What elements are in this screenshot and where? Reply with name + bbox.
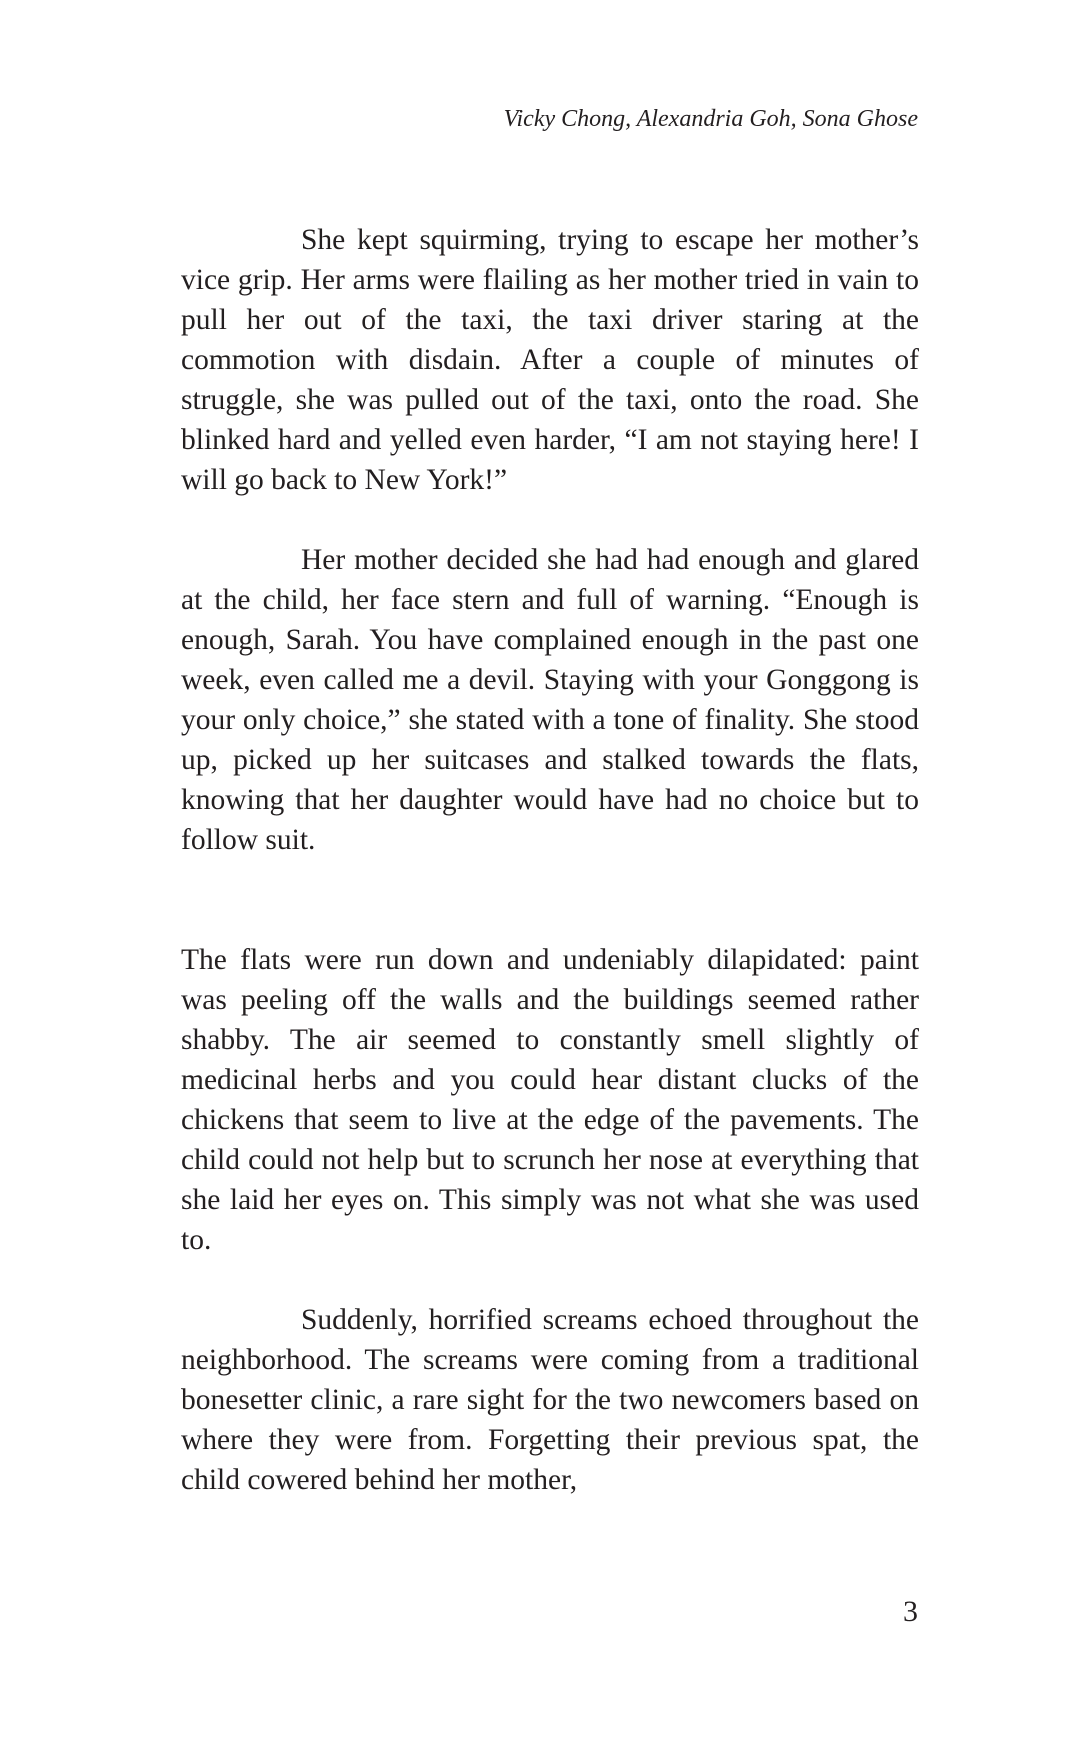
paragraph-4: Suddenly, horrified screams echoed throughout the neighborhood. The screams were coming from a traditional bonesetter clinic, a rare sight for the two newcomers based on where they were from. Forgetting their previous spat, the child cowered behind her mother, (181, 1304, 919, 1496)
running-header-authors: Vicky Chong, Alexandria Goh, Sona Ghose (503, 106, 918, 132)
page-number: 3 (903, 1595, 918, 1628)
paragraph-2: Her mother decided she had had enough and glared at the child, her face stern and full of warning. “Enough is enough, Sarah. You have complained enough in the past one week, even called me a devil. Staying with your Gonggong is your only choice,” she stated with a tone of finality. She stood up, picked up her suitcases and stalked towards the flats, knowing that her daughter would have had no choice but to follow suit. (181, 544, 919, 856)
paragraph-3: The flats were run down and undeniably dilapidated: paint was peeling off the walls and the buildings seemed rather shabby. The air seemed to constantly smell slightly of medicinal herbs and you could hear distant clucks of the chickens that seem to live at the edge of the pavements. The child could not help but to scrunch her nose at everything that she laid her eyes on. This simply was not what she was used to. (181, 944, 919, 1256)
paragraph-1: She kept squirming, trying to escape her mother’s vice grip. Her arms were flailing as her mother tried in vain to pull her out of the taxi, the taxi driver staring at the commotion with disdain. After a couple of minutes of struggle, she was pulled out of the taxi, onto the road. She blinked hard and yelled even harder, “I am not staying here! I will go back to New York!” (181, 224, 919, 496)
body-text (181, 220, 919, 1500)
